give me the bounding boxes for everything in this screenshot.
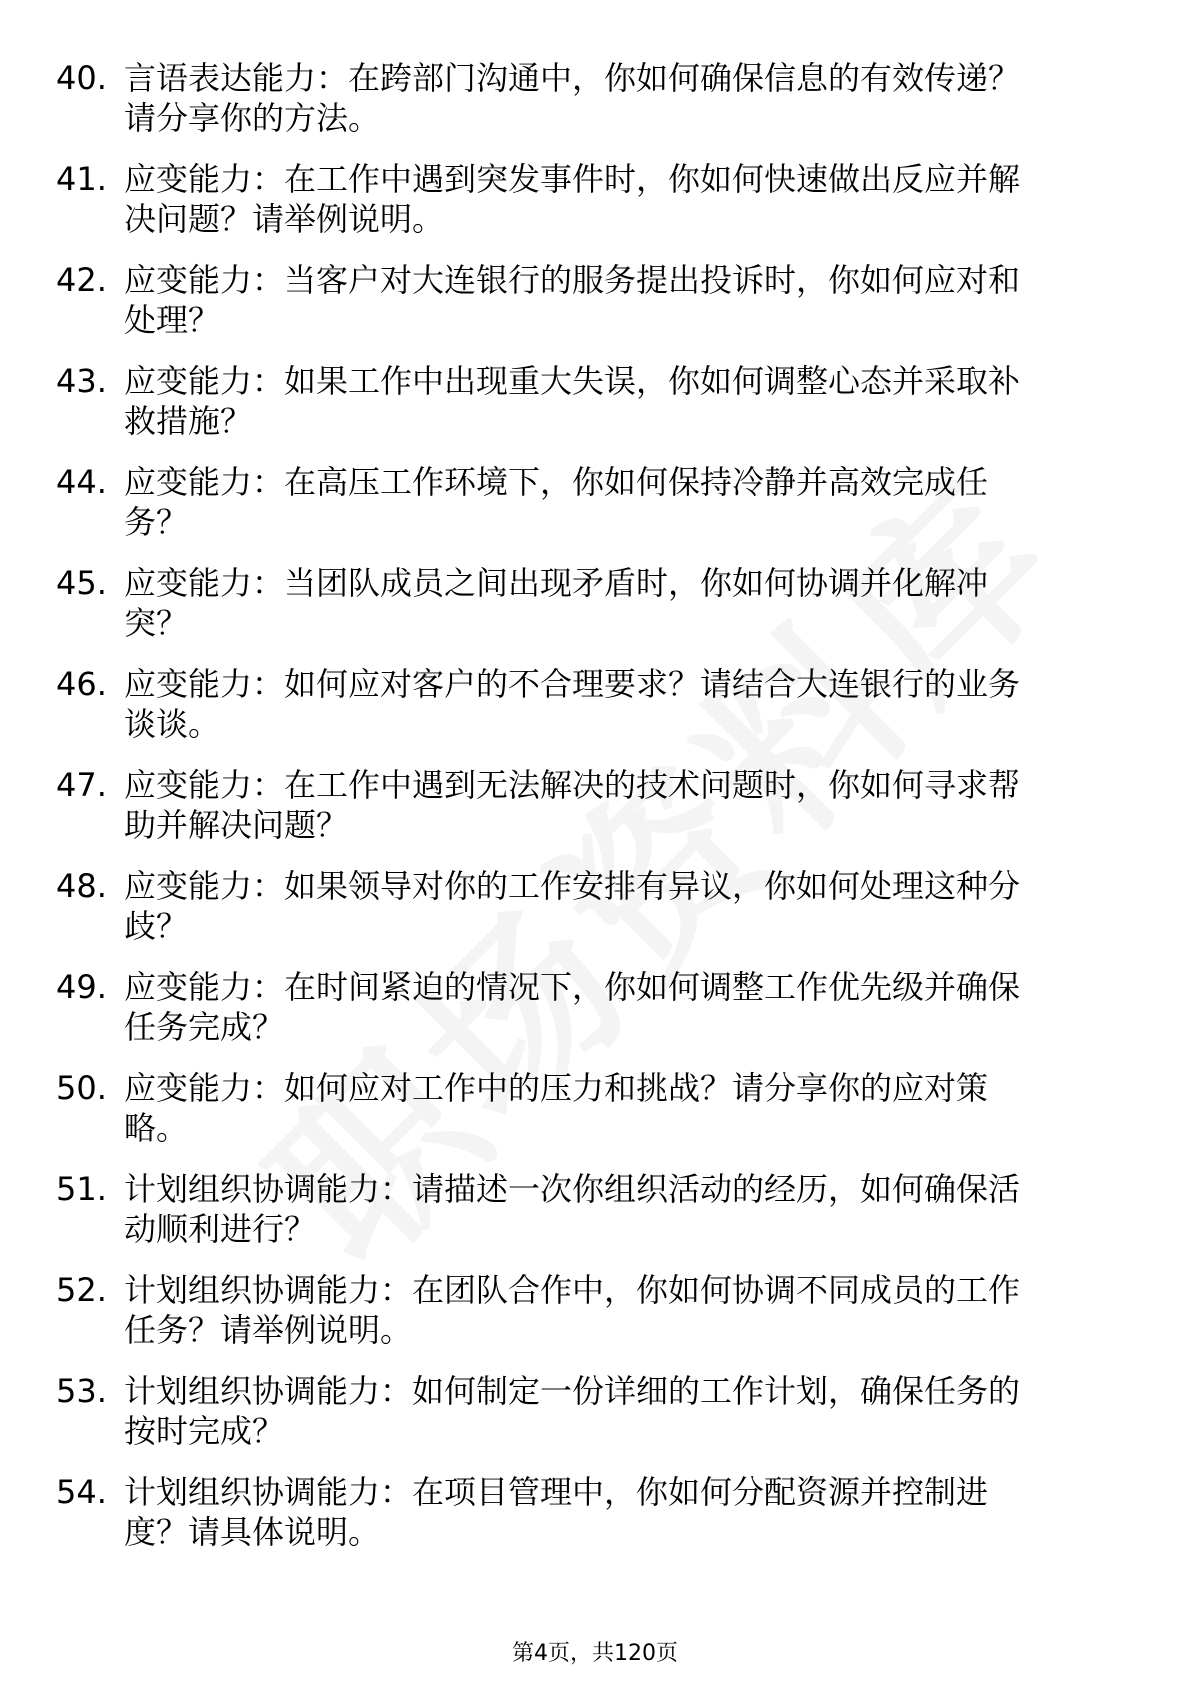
question-number: 41. [56, 160, 107, 198]
question-number: 42. [56, 261, 107, 299]
question-text: 应变能力：如果工作中出现重大失误，你如何调整心态并采取补 救措施？ [124, 362, 1021, 440]
question-number: 52. [56, 1271, 107, 1309]
question-number: 49. [56, 968, 107, 1006]
question-text: 应变能力：在工作中遇到突发事件时，你如何快速做出反应并解 决问题？请举例说明。 [124, 160, 1021, 238]
question-item [0, 58, 1190, 159]
question-item [0, 1371, 1190, 1472]
question-text: 应变能力：如果领导对你的工作安排有异议，你如何处理这种分 歧？ [124, 867, 1021, 945]
question-text: 言语表达能力：在跨部门沟通中，你如何确保信息的有效传递？ 请分享你的方法。 [124, 59, 1021, 137]
question-number: 50. [56, 1069, 107, 1107]
question-number: 46. [56, 665, 107, 703]
question-item [0, 159, 1190, 260]
question-number: 40. [56, 59, 107, 97]
question-text: 计划组织协调能力：如何制定一份详细的工作计划，确保任务的 按时完成？ [124, 1372, 1021, 1450]
question-item [0, 1068, 1190, 1169]
question-number: 53. [56, 1372, 107, 1410]
question-item [0, 260, 1190, 361]
question-item [0, 664, 1190, 765]
question-text: 应变能力：在时间紧迫的情况下，你如何调整工作优先级并确保 任务完成？ [124, 968, 1021, 1046]
question-item [0, 1169, 1190, 1270]
question-item [0, 765, 1190, 866]
question-item [0, 1472, 1190, 1573]
question-text: 计划组织协调能力：在项目管理中，你如何分配资源并控制进 度？请具体说明。 [124, 1473, 989, 1551]
question-text: 应变能力：如何应对客户的不合理要求？请结合大连银行的业务 谈谈。 [124, 665, 1021, 743]
question-text: 计划组织协调能力：在团队合作中，你如何协调不同成员的工作 任务？请举例说明。 [124, 1271, 1021, 1349]
question-item [0, 563, 1190, 664]
question-text: 应变能力：在工作中遇到无法解决的技术问题时，你如何寻求帮 助并解决问题？ [124, 766, 1021, 844]
question-number: 43. [56, 362, 107, 400]
question-number: 51. [56, 1170, 107, 1208]
question-number: 45. [56, 564, 107, 602]
page-footer: 第4页，共120页 [512, 1641, 678, 1666]
question-text: 应变能力：如何应对工作中的压力和挑战？请分享你的应对策 略。 [124, 1069, 989, 1147]
question-number: 47. [56, 766, 107, 804]
question-number: 44. [56, 463, 107, 501]
question-list [0, 58, 1190, 1573]
question-item [0, 866, 1190, 967]
question-number: 48. [56, 867, 107, 905]
question-text: 应变能力：当客户对大连银行的服务提出投诉时，你如何应对和 处理？ [124, 261, 1021, 339]
question-text: 应变能力：在高压工作环境下，你如何保持冷静并高效完成任 务？ [124, 463, 989, 541]
question-text: 应变能力：当团队成员之间出现矛盾时，你如何协调并化解冲 突？ [124, 564, 989, 642]
question-item [0, 361, 1190, 462]
question-text: 计划组织协调能力：请描述一次你组织活动的经历，如何确保活 动顺利进行？ [124, 1170, 1021, 1248]
question-item [0, 967, 1190, 1068]
question-number: 54. [56, 1473, 107, 1511]
question-item [0, 1270, 1190, 1371]
question-item [0, 462, 1190, 563]
